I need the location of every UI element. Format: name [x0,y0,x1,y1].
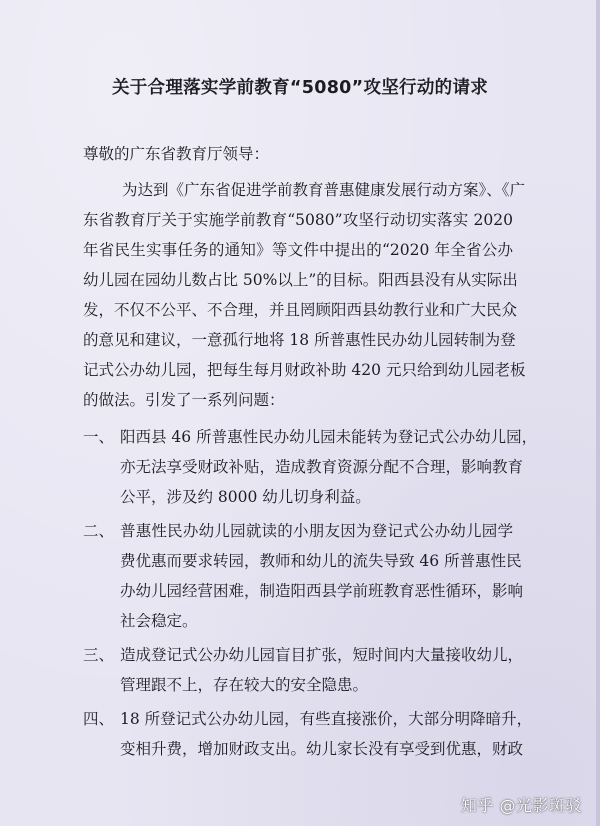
item-line: 造成登记式公办幼儿园盲目扩张，短时间内大量接收幼儿， [120,646,524,664]
item-line: 阳西县 46 所普惠性民办幼儿园未能转为登记式公办幼儿园， [120,428,538,446]
item-line: 亦无法享受财政补贴，造成教育资源分配不合理，影响教育 [120,458,524,476]
intro-line: 为达到《广东省促进学前教育普惠健康发展行动方案》、《广 [122,181,526,199]
item-line: 管理跟不上，存在较大的安全隐患。 [120,676,369,694]
intro-line: 记式公办幼儿园，把每生每月财政补助 420 元只给到幼儿园老板 [83,361,526,379]
intro-line: 的意见和建议，一意孤行地将 18 所普惠性民办幼儿园转制为登 [83,331,516,349]
item-line: 费优惠而要求转园，教师和幼儿的流失导致 46 所普惠性民 [120,552,522,570]
intro-line: 年省民生实事任务的通知》等文件中提出的“2020 年全省公办 [83,241,513,259]
intro-line: 发，不仅不公平、不合理，并且罔顾阳西县幼教行业和广大民众 [83,301,518,319]
greeting-line: 尊敬的广东省教育厅领导： [83,145,270,163]
item-number: 三、 [83,646,115,664]
intro-line: 幼儿园在园幼儿数占比 50%以上”的目标。阳西县没有从实际出 [83,271,518,289]
intro-line: 东省教育厅关于实施学前教育“5080”攻坚行动切实落实 2020 [83,211,513,229]
item-number: 一、 [83,428,115,446]
item-number: 二、 [83,522,115,540]
item-line: 公平，涉及约 8000 幼儿切身利益。 [120,488,371,506]
intro-line: 的做法。引发了一系列问题： [83,391,285,409]
item-line: 变相升费，增加财政支出。幼儿家长没有享受到优惠，财政 [120,740,524,758]
item-line: 办幼儿园经营困难，制造阳西县学前班教育恶性循环，影响 [120,582,524,600]
item-line: 18 所登记式公办幼儿园，有些直接涨价，大部分明降暗升， [120,710,533,728]
item-line: 社会稳定。 [120,612,198,630]
page-edge [596,0,600,826]
item-line: 普惠性民办幼儿园就读的小朋友因为登记式公办幼儿园学 [120,522,513,540]
watermark-text: 知乎 @光影斑驳 [460,796,582,815]
item-number: 四、 [83,710,115,728]
document-title: 关于合理落实学前教育“5080”攻坚行动的请求 [111,78,489,98]
